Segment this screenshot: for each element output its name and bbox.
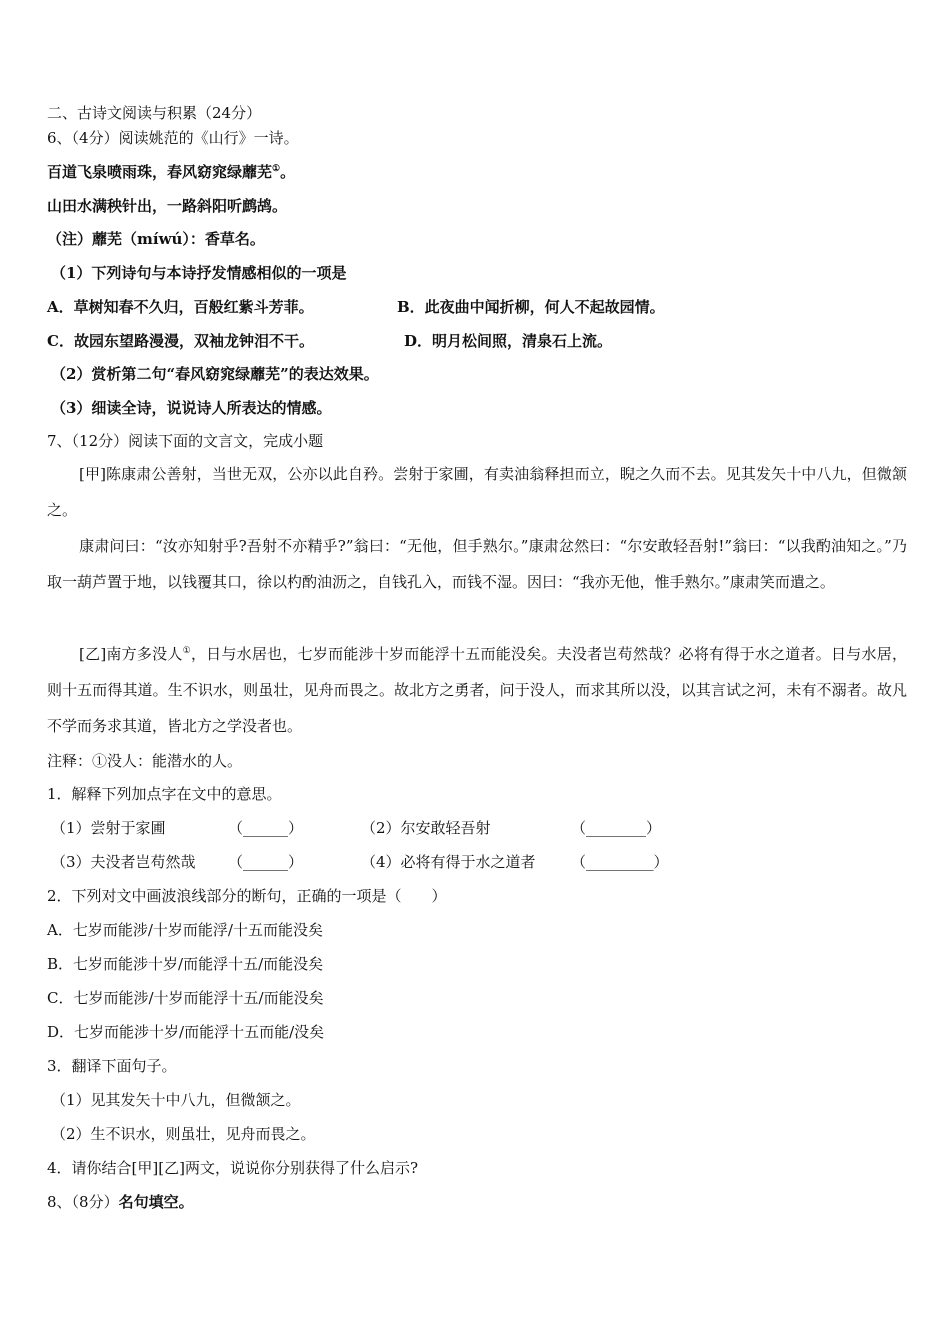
annotation: 注释：①没人：能潜水的人。 bbox=[47, 752, 243, 770]
q1-row-1: （1）尝射于家圃 （______） （2）尔安敢轻吾射 （________） bbox=[51, 819, 662, 837]
q6-sub2: （2）赏析第二句“春风窈窕绿蘼芜”的表达效果。 bbox=[51, 365, 379, 383]
passage-jia-p1: [甲]陈康肃公善射，当世无双，公亦以此自矜。尝射于家圃，有卖油翁释担而立，睨之久而不去。见其发矢十中八九，但微颔之。 bbox=[47, 465, 907, 519]
q3-item-2: （2）生不识水，则虽壮，见舟而畏之。 bbox=[51, 1125, 316, 1143]
q7-q3: 3．翻译下面句子。 bbox=[47, 1057, 177, 1075]
q7-q2: 2．下列对文中画波浪线部分的断句，正确的一项是（ ） bbox=[47, 887, 447, 905]
q2-option-d: D．七岁而能涉十岁/而能浮十五而能/没矣 bbox=[47, 1023, 325, 1041]
note-mark: ① bbox=[182, 646, 191, 656]
blank-1[interactable]: （______） bbox=[228, 819, 304, 837]
poem-note: （注）蘼芜（míwú）：香草名。 bbox=[47, 230, 265, 248]
blank-3[interactable]: （______） bbox=[228, 853, 304, 871]
passage-yi: [乙]南方多没人①，日与水居也，七岁而能涉十岁而能浮十五而能没矣。夫没者岂苟然哉？必将有得于水之道者。日与水居，则十五而得其道。生不识水，则虽壮，见舟而畏之。故北方之勇者，问于没人，而求其所以没，以其言试之河，未有不溺者。故凡不学而务求其道，皆北方之学没者也。 bbox=[47, 645, 907, 735]
blank-4[interactable]: （_________） bbox=[571, 853, 669, 871]
option-a: A．草树知春不久归，百般红紫斗芳菲。 bbox=[47, 298, 314, 316]
q6-sub1: （1）下列诗句与本诗抒发情感相似的一项是 bbox=[51, 264, 347, 282]
note-mark: ① bbox=[272, 164, 281, 174]
poem-line-2: 山田水满秧针出，一路斜阳听鹧鸪。 bbox=[47, 197, 288, 215]
q7-stem: 7、（12分）阅读下面的文言文，完成小题 bbox=[47, 432, 324, 450]
q8-stem: 8、（8分）名句填空。 bbox=[47, 1193, 194, 1211]
option-b: B．此夜曲中闻折柳，何人不起故园情。 bbox=[397, 298, 665, 316]
q3-item-1: （1）见其发矢十中八九，但微颔之。 bbox=[51, 1091, 301, 1109]
section-heading: 二、古诗文阅读与积累（24分） bbox=[47, 104, 262, 122]
q6-stem: 6、（4分）阅读姚范的《山行》一诗。 bbox=[47, 129, 299, 147]
q2-option-c: C．七岁而能涉/十岁而能浮十五/而能没矣 bbox=[47, 989, 324, 1007]
q6-options-row-1 bbox=[47, 297, 910, 317]
q2-option-b: B．七岁而能涉十岁/而能浮十五/而能没矣 bbox=[47, 955, 324, 973]
passage-jia-p2: 康肃问曰：“汝亦知射乎?吾射不亦精乎?”翁曰：“无他，但手熟尔。”康肃忿然曰：“尔安敢轻吾射!”翁曰：“以我酌油知之。”乃取一葫芦置于地，以钱覆其口，徐以杓酌油沥之，自钱孔入，而钱不湿。因曰：“我亦无他，惟手熟尔。”康肃笑而遣之。 bbox=[47, 537, 907, 591]
option-d: D．明月松间照，清泉石上流。 bbox=[404, 332, 613, 350]
q7-q4: 4．请你结合[甲][乙]两文，说说你分别获得了什么启示? bbox=[47, 1159, 418, 1177]
q2-option-a: A．七岁而能涉/十岁而能浮/十五而能没矣 bbox=[47, 921, 323, 939]
q1-row-2: （3）夫没者岂苟然哉 （______） （4）必将有得于水之道者 （_________） bbox=[51, 853, 669, 871]
q7-q1: 1．解释下列加点字在文中的意思。 bbox=[47, 785, 282, 803]
blank-2[interactable]: （________） bbox=[571, 819, 662, 837]
option-c: C．故园东望路漫漫，双袖龙钟泪不干。 bbox=[47, 332, 314, 350]
q6-options-row-2 bbox=[47, 331, 910, 351]
q6-sub3: （3）细读全诗，说说诗人所表达的情感。 bbox=[51, 399, 332, 417]
poem-line-1: 百道飞泉喷雨珠，春风窈窕绿蘼芜①。 bbox=[47, 163, 296, 181]
